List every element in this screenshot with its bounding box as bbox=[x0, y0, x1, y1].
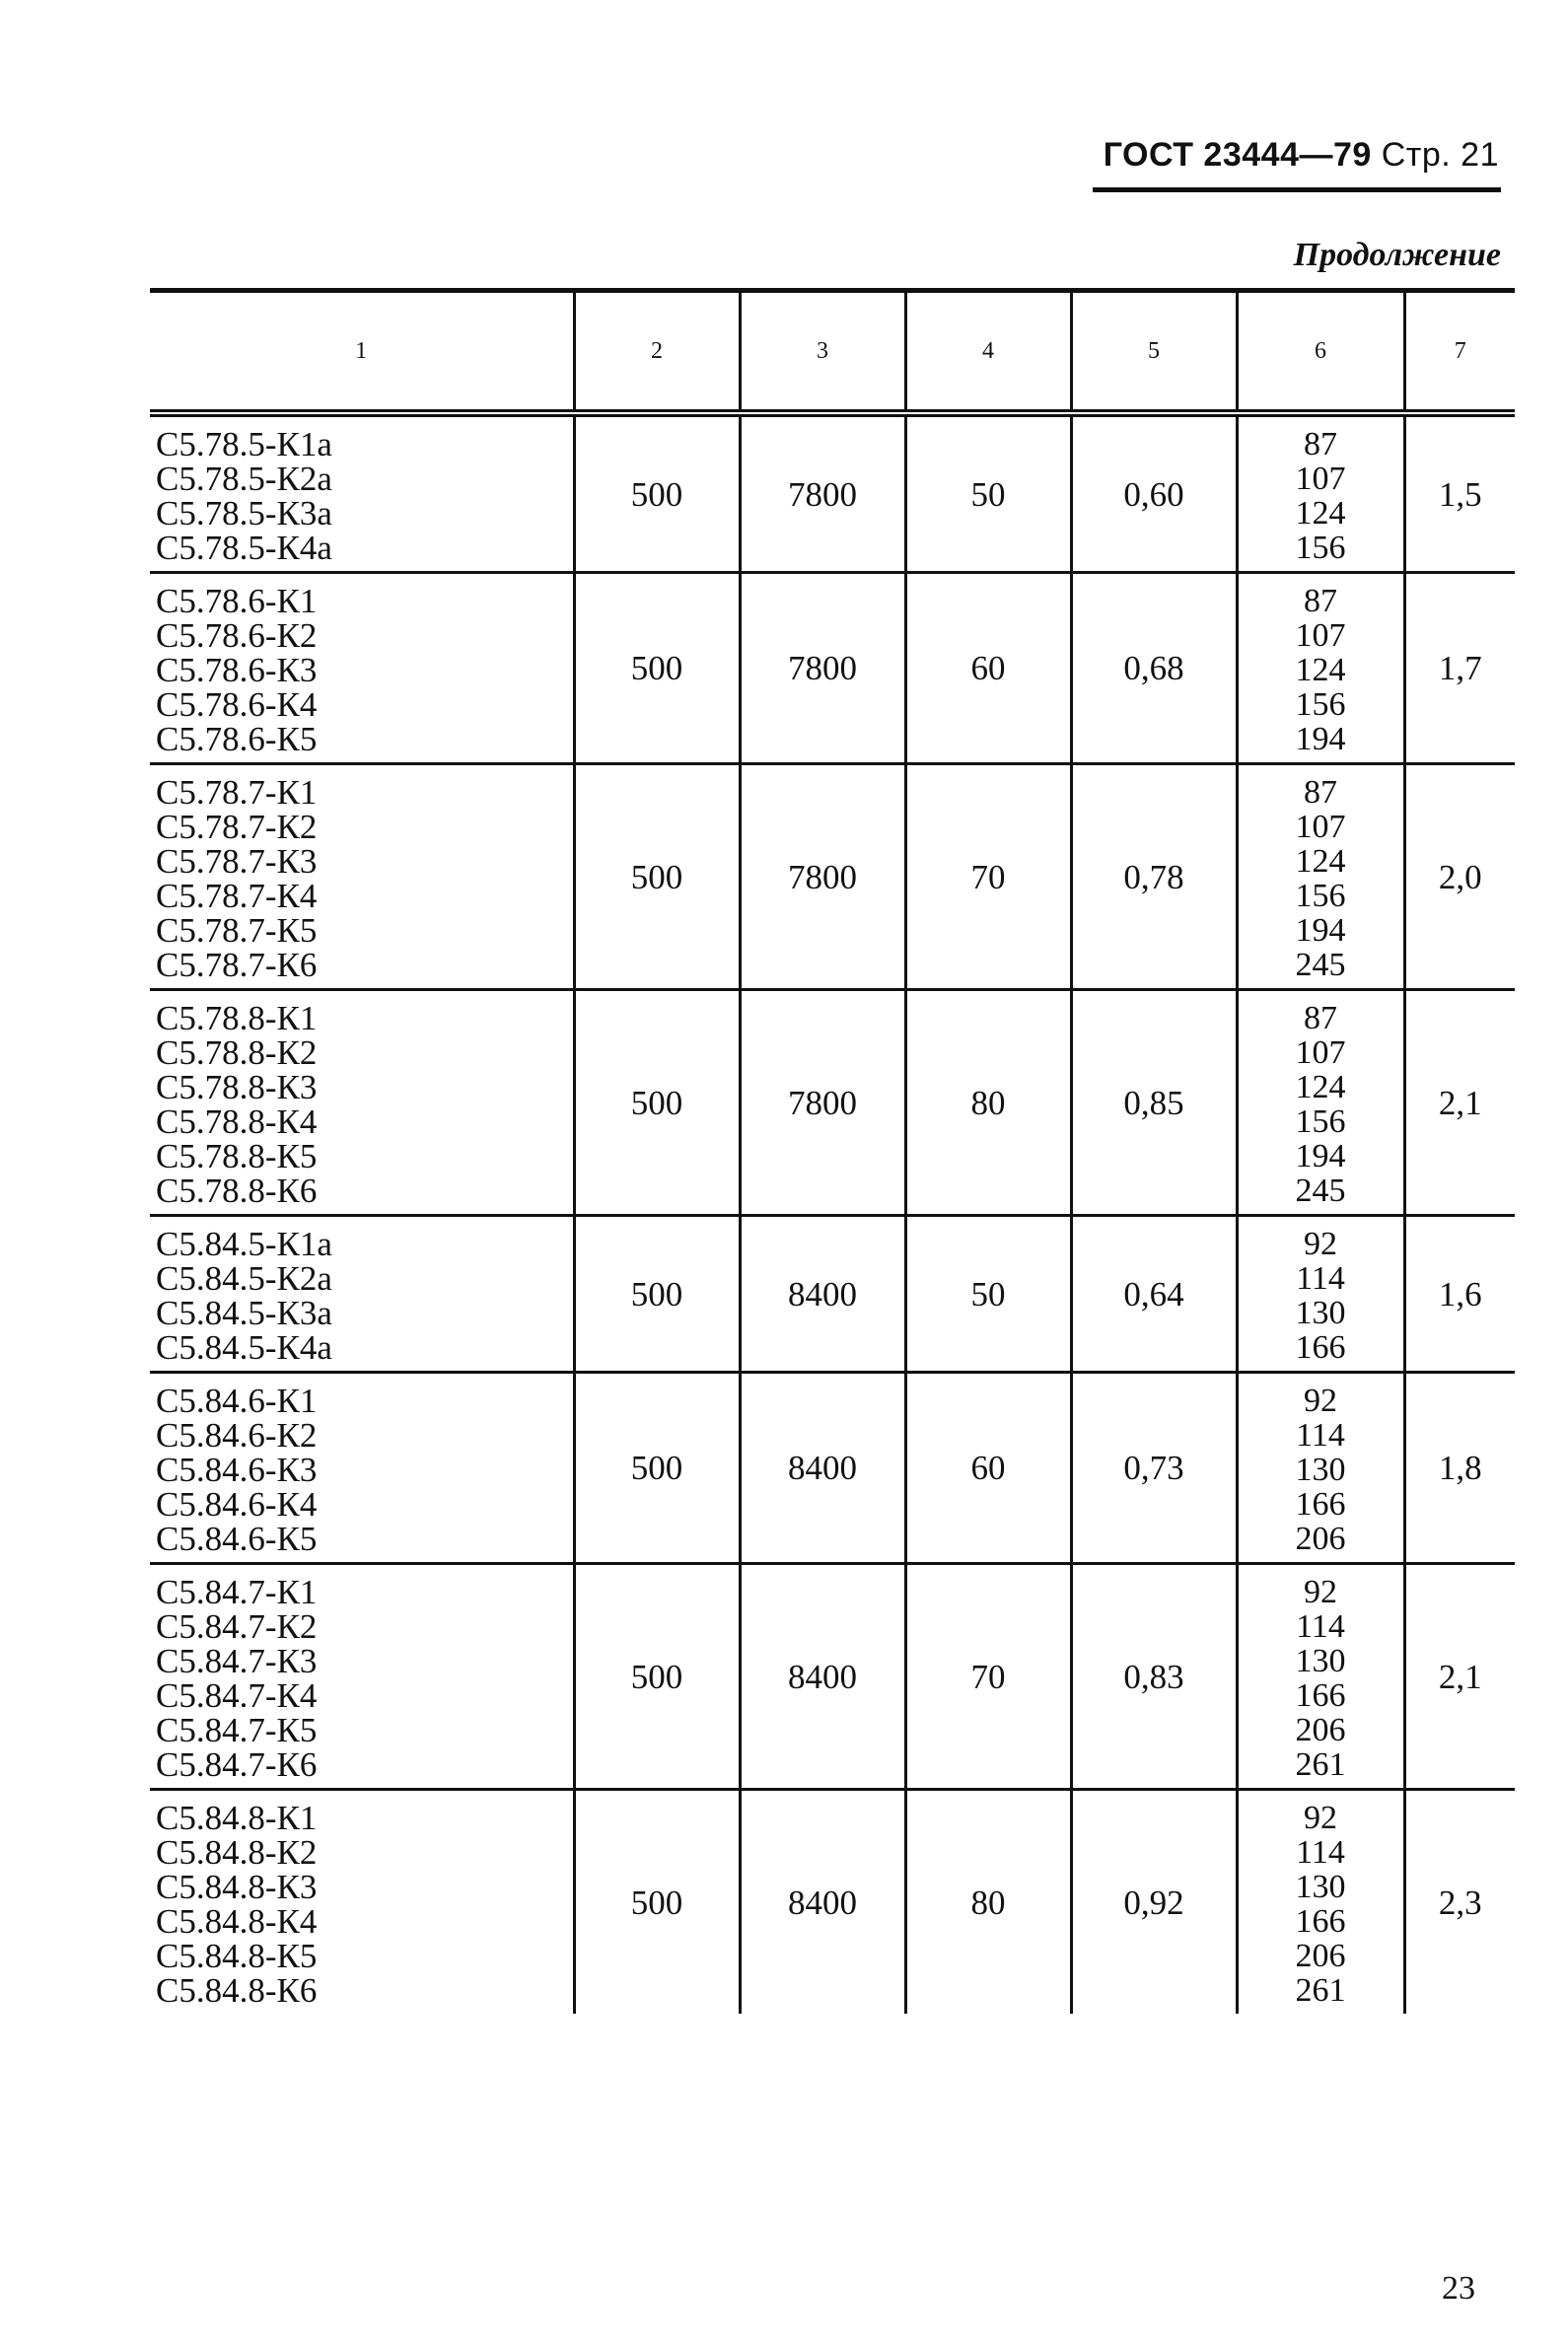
cell-col4: 70 bbox=[905, 764, 1071, 990]
cell-col6 bbox=[1237, 1216, 1404, 1373]
cell-col6-item: 261 bbox=[1295, 1972, 1346, 2009]
cell-col6-item: 114 bbox=[1296, 1608, 1345, 1645]
cell-col6-item: 130 bbox=[1295, 1643, 1346, 1679]
table-row bbox=[150, 1790, 1515, 2015]
mark-list-cell-item: С5.78.6-К1 bbox=[156, 582, 318, 620]
cell-col5: 0,78 bbox=[1071, 764, 1237, 990]
column-header: 4 bbox=[905, 291, 1071, 414]
mark-list-cell bbox=[150, 413, 574, 573]
page-header bbox=[1104, 136, 1499, 175]
cell-col6-item: 206 bbox=[1295, 1521, 1346, 1557]
table-row bbox=[150, 1216, 1515, 1373]
cell-col2: 500 bbox=[574, 990, 740, 1216]
header-rule bbox=[1093, 187, 1501, 192]
mark-list-cell-item: С5.84.7-К1 bbox=[156, 1573, 318, 1611]
cell-col6-item: 124 bbox=[1295, 495, 1346, 532]
mark-list-cell-item: С5.84.7-К6 bbox=[156, 1745, 318, 1784]
cell-col6-item: 114 bbox=[1296, 1260, 1345, 1297]
cell-col5: 0,64 bbox=[1071, 1216, 1237, 1373]
mark-list-cell-item: С5.78.5-К1а bbox=[156, 425, 332, 463]
table-row bbox=[150, 573, 1515, 764]
cell-col6-item: 92 bbox=[1304, 1383, 1337, 1419]
column-header: 5 bbox=[1071, 291, 1237, 414]
cell-col6-item: 124 bbox=[1295, 843, 1346, 880]
mark-list-cell-item: С5.78.7-К5 bbox=[156, 911, 318, 950]
mark-list-cell bbox=[150, 573, 574, 764]
page-number: 23 bbox=[1442, 2270, 1475, 2307]
cell-col6 bbox=[1237, 413, 1404, 573]
mark-list-cell bbox=[150, 990, 574, 1216]
cell-col6-item: 245 bbox=[1295, 947, 1346, 983]
cell-col6 bbox=[1237, 1373, 1404, 1564]
cell-col6-item: 156 bbox=[1295, 686, 1346, 723]
mark-list-cell-item: С5.78.8-К3 bbox=[156, 1068, 318, 1106]
cell-col6-item: 206 bbox=[1295, 1938, 1346, 1974]
cell-col3: 7800 bbox=[740, 990, 905, 1216]
mark-list-cell-item: С5.78.6-К5 bbox=[156, 720, 318, 758]
mark-list-cell-item: С5.84.6-К2 bbox=[156, 1416, 318, 1455]
cell-col5: 0,85 bbox=[1071, 990, 1237, 1216]
mark-list-cell-item: С5.84.7-К2 bbox=[156, 1607, 318, 1646]
table-row bbox=[150, 413, 1515, 573]
table-body bbox=[150, 413, 1515, 2014]
cell-col7: 2,1 bbox=[1404, 990, 1515, 1216]
specification-table bbox=[150, 288, 1515, 2014]
cell-col6-item: 130 bbox=[1295, 1452, 1346, 1488]
mark-list-cell-item: С5.84.6-К4 bbox=[156, 1485, 318, 1524]
cell-col6-item: 156 bbox=[1295, 530, 1346, 566]
cell-col6-item: 107 bbox=[1295, 461, 1346, 497]
mark-list-cell bbox=[150, 1790, 574, 2015]
cell-col2: 500 bbox=[574, 413, 740, 573]
mark-list-cell-item: С5.84.7-К3 bbox=[156, 1642, 318, 1680]
cell-col4: 50 bbox=[905, 1216, 1071, 1373]
cell-col2: 500 bbox=[574, 1216, 740, 1373]
mark-list-cell bbox=[150, 1216, 574, 1373]
mark-list-cell-item: С5.78.8-К2 bbox=[156, 1033, 318, 1072]
cell-col6-item: 124 bbox=[1295, 652, 1346, 688]
cell-col6-item: 156 bbox=[1295, 878, 1346, 914]
mark-list-cell-item: С5.84.8-К1 bbox=[156, 1799, 318, 1837]
cell-col6-item: 107 bbox=[1295, 617, 1346, 654]
cell-col6-item: 114 bbox=[1296, 1834, 1345, 1871]
cell-col3: 8400 bbox=[740, 1216, 905, 1373]
cell-col6-item: 87 bbox=[1304, 1000, 1337, 1036]
cell-col6-item: 114 bbox=[1296, 1417, 1345, 1454]
cell-col6-item: 87 bbox=[1304, 426, 1337, 462]
mark-list-cell bbox=[150, 1564, 574, 1790]
mark-list-cell-item: С5.78.7-К2 bbox=[156, 808, 318, 846]
cell-col6-item: 107 bbox=[1295, 1034, 1346, 1071]
mark-list-cell bbox=[150, 1373, 574, 1564]
mark-list-cell-item: С5.84.5-К4а bbox=[156, 1328, 332, 1367]
mark-list-cell-item: С5.84.8-К3 bbox=[156, 1868, 318, 1906]
column-header: 3 bbox=[740, 291, 905, 414]
cell-col6-item: 166 bbox=[1295, 1677, 1346, 1714]
cell-col6-item: 92 bbox=[1304, 1800, 1337, 1836]
mark-list-cell-item: С5.84.8-К6 bbox=[156, 1971, 318, 2010]
cell-col3: 7800 bbox=[740, 413, 905, 573]
cell-col2: 500 bbox=[574, 1564, 740, 1790]
mark-list-cell-item: С5.78.7-К1 bbox=[156, 773, 318, 812]
cell-col6-item: 166 bbox=[1295, 1329, 1346, 1366]
mark-list-cell-item: С5.84.8-К5 bbox=[156, 1937, 318, 1975]
cell-col6 bbox=[1237, 1790, 1404, 2015]
cell-col7: 1,7 bbox=[1404, 573, 1515, 764]
cell-col6-item: 166 bbox=[1295, 1903, 1346, 1940]
mark-list-cell-item: С5.84.5-К3а bbox=[156, 1294, 332, 1332]
cell-col6-item: 261 bbox=[1295, 1746, 1346, 1783]
cell-col6-item: 92 bbox=[1304, 1574, 1337, 1610]
column-header: 1 bbox=[150, 291, 574, 414]
cell-col6 bbox=[1237, 990, 1404, 1216]
cell-col4: 80 bbox=[905, 990, 1071, 1216]
cell-col7: 1,5 bbox=[1404, 413, 1515, 573]
cell-col3: 7800 bbox=[740, 573, 905, 764]
page-label: Стр. 21 bbox=[1381, 136, 1499, 174]
cell-col4: 50 bbox=[905, 413, 1071, 573]
table-header-row bbox=[150, 291, 1515, 414]
cell-col6-item: 156 bbox=[1295, 1103, 1346, 1140]
mark-list-cell-item: С5.78.8-К6 bbox=[156, 1172, 318, 1210]
mark-list-cell-item: С5.78.6-К2 bbox=[156, 616, 318, 655]
mark-list-cell bbox=[150, 764, 574, 990]
cell-col4: 60 bbox=[905, 573, 1071, 764]
cell-col2: 500 bbox=[574, 573, 740, 764]
mark-list-cell-item: С5.84.5-К1а bbox=[156, 1225, 332, 1263]
mark-list-cell-item: С5.78.8-К5 bbox=[156, 1137, 318, 1175]
cell-col2: 500 bbox=[574, 1790, 740, 2015]
mark-list-cell-item: С5.78.8-К4 bbox=[156, 1102, 318, 1141]
cell-col4: 80 bbox=[905, 1790, 1071, 2015]
cell-col5: 0,92 bbox=[1071, 1790, 1237, 2015]
cell-col2: 500 bbox=[574, 764, 740, 990]
continuation-label: Продолжение bbox=[1293, 237, 1501, 273]
table-row bbox=[150, 764, 1515, 990]
mark-list-cell-item: С5.78.5-К2а bbox=[156, 460, 332, 498]
cell-col6 bbox=[1237, 573, 1404, 764]
cell-col5: 0,68 bbox=[1071, 573, 1237, 764]
column-header: 6 bbox=[1237, 291, 1404, 414]
cell-col6-item: 124 bbox=[1295, 1069, 1346, 1105]
mark-list-cell-item: С5.84.6-К3 bbox=[156, 1451, 318, 1489]
cell-col6-item: 194 bbox=[1295, 912, 1346, 949]
mark-list-cell-item: С5.84.8-К4 bbox=[156, 1902, 318, 1941]
cell-col6-item: 130 bbox=[1295, 1295, 1346, 1331]
column-header: 2 bbox=[574, 291, 740, 414]
cell-col6 bbox=[1237, 1564, 1404, 1790]
cell-col4: 70 bbox=[905, 1564, 1071, 1790]
mark-list-cell-item: С5.84.7-К5 bbox=[156, 1711, 318, 1749]
cell-col3: 7800 bbox=[740, 764, 905, 990]
cell-col6-item: 206 bbox=[1295, 1712, 1346, 1748]
mark-list-cell-item: С5.78.8-К1 bbox=[156, 999, 318, 1037]
cell-col6-item: 87 bbox=[1304, 583, 1337, 619]
cell-col7: 1,8 bbox=[1404, 1373, 1515, 1564]
mark-list-cell-item: С5.84.8-К2 bbox=[156, 1833, 318, 1872]
mark-list-cell-item: С5.84.6-К1 bbox=[156, 1382, 318, 1420]
cell-col7: 1,6 bbox=[1404, 1216, 1515, 1373]
cell-col6-item: 245 bbox=[1295, 1172, 1346, 1209]
mark-list-cell-item: С5.78.7-К6 bbox=[156, 946, 318, 984]
mark-list-cell-item: С5.78.7-К4 bbox=[156, 877, 318, 915]
cell-col5: 0,83 bbox=[1071, 1564, 1237, 1790]
cell-col6-item: 194 bbox=[1295, 721, 1346, 757]
mark-list-cell-item: С5.84.6-К5 bbox=[156, 1520, 318, 1558]
mark-list-cell-item: С5.78.6-К4 bbox=[156, 685, 318, 724]
mark-list-cell-item: С5.78.5-К4а bbox=[156, 529, 332, 567]
cell-col6-item: 194 bbox=[1295, 1138, 1346, 1174]
table-row bbox=[150, 1373, 1515, 1564]
mark-list-cell-item: С5.78.5-К3а bbox=[156, 494, 332, 533]
mark-list-cell-item: С5.78.6-К3 bbox=[156, 651, 318, 689]
mark-list-cell-item: С5.78.7-К3 bbox=[156, 842, 318, 881]
cell-col7: 2,3 bbox=[1404, 1790, 1515, 2015]
cell-col6 bbox=[1237, 764, 1404, 990]
cell-col3: 8400 bbox=[740, 1373, 905, 1564]
cell-col6-item: 166 bbox=[1295, 1486, 1346, 1523]
cell-col6-item: 130 bbox=[1295, 1869, 1346, 1905]
table-row bbox=[150, 990, 1515, 1216]
mark-list-cell-item: С5.84.7-К4 bbox=[156, 1676, 318, 1715]
cell-col7: 2,1 bbox=[1404, 1564, 1515, 1790]
mark-list-cell-item: С5.84.5-К2а bbox=[156, 1259, 332, 1298]
cell-col6-item: 87 bbox=[1304, 774, 1337, 811]
cell-col5: 0,60 bbox=[1071, 413, 1237, 573]
standard-number: ГОСТ 23444—79 bbox=[1103, 136, 1372, 174]
cell-col3: 8400 bbox=[740, 1564, 905, 1790]
cell-col6-item: 107 bbox=[1295, 809, 1346, 845]
cell-col3: 8400 bbox=[740, 1790, 905, 2015]
cell-col7: 2,0 bbox=[1404, 764, 1515, 990]
cell-col2: 500 bbox=[574, 1373, 740, 1564]
cell-col4: 60 bbox=[905, 1373, 1071, 1564]
column-header: 7 bbox=[1404, 291, 1515, 414]
cell-col6-item: 92 bbox=[1304, 1226, 1337, 1262]
table-row bbox=[150, 1564, 1515, 1790]
cell-col5: 0,73 bbox=[1071, 1373, 1237, 1564]
